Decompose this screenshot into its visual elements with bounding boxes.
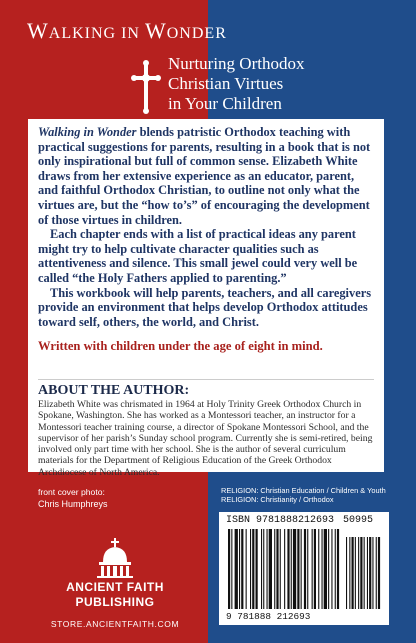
barcode-bar [246, 529, 247, 609]
addon-barcode-bar [355, 537, 356, 609]
addon-barcode-bar [364, 537, 365, 609]
barcode-bar [239, 529, 240, 609]
barcode-bar [304, 529, 306, 609]
book-title: WALKING IN WONDER [27, 18, 227, 43]
publisher-name-line1: ANCIENT FAITH [66, 580, 164, 594]
barcode-bar [328, 529, 329, 609]
barcode-bar [331, 529, 332, 609]
barcode-block [219, 512, 389, 625]
barcode-bar [293, 529, 296, 609]
description-paragraph: Walking in Wonder blends patristic Orthodox teaching with practical suggestions for parents, resulting in a book that is not only inspirational but full of common sense. Elizabeth White draws from her extensive experience as an educator, parent, and faithful Orthodox Christian, to outline not only what the virtues are, but the “how to’s” of encouraging the development of those virtues in children. [38, 125, 371, 227]
publisher-logo [40, 538, 190, 633]
author-heading: ABOUT THE AUTHOR: [38, 383, 190, 398]
barcode-bar [287, 529, 289, 609]
subtitle-line: Christian Virtues [168, 74, 284, 93]
credit-label: front cover photo: [38, 487, 105, 497]
subtitle-line: Nurturing Orthodox [168, 54, 305, 73]
about-author-panel [28, 380, 384, 478]
addon-barcode-bar [367, 537, 368, 609]
category-line: RELIGION: Christianity / Orthodox [221, 495, 334, 504]
publisher-name-line2: PUBLISHING [75, 595, 155, 609]
addon-barcode-bar [376, 537, 377, 609]
addon-barcode-bar [378, 537, 380, 609]
church-dome-icon [96, 538, 134, 578]
addon-barcode-bar [360, 537, 362, 609]
barcode-bar [252, 529, 254, 609]
barcode-bar [324, 529, 327, 609]
publisher-url: STORE.ANCIENTFAITH.COM [50, 619, 180, 629]
cover-photo-credit [38, 487, 108, 509]
credit-name: Chris Humphreys [38, 499, 108, 509]
barcode-bar [276, 529, 278, 609]
barcode-digits: 9 781888 212693 [226, 611, 311, 622]
barcode-bar [256, 529, 258, 609]
barcode-bar [312, 529, 313, 609]
barcode-bar [263, 529, 264, 609]
addon-barcode-bar [349, 537, 350, 609]
barcode-bar [280, 529, 281, 609]
barcode-bar [267, 529, 268, 609]
barcode-bar [261, 529, 262, 609]
description-paragraph: Each chapter ends with a list of practical ideas any parent might try to help cultivate character qualities such as attentiveness and silence. This small jewel could very well be called “the Holy Fathers applied to parenting.” [38, 227, 358, 285]
orthodox-cross-icon [131, 60, 161, 114]
addon-barcode-bar [346, 537, 347, 609]
barcode-bar [250, 529, 251, 609]
age-tagline: Written with children under the age of eight in mind. [38, 339, 323, 354]
barcode-bar [314, 529, 316, 609]
barcode-bar [284, 529, 285, 609]
barcode-bar [322, 529, 323, 609]
category-line: RELIGION: Christian Education / Children & Youth [221, 486, 386, 495]
description-panel [28, 119, 384, 380]
barcode-bar [307, 529, 308, 609]
isbn-text: ISBN 9781888212693 [226, 515, 335, 526]
description-paragraph: This workbook will help parents, teachers, and all caregivers provide an environment that helps develop Orthodox attitudes toward self, others, the world, and Christ. [38, 285, 372, 329]
bisac-categories [221, 486, 386, 504]
author-bio: Elizabeth White was chrismated in 1964 at Holy Trinity Greek Orthodox Church in Spokane, Washington. She has worked as a Montessori teacher, an instructor for a Montessori teacher training course, a director of Spokane Montessori School, and the supervisor of her parish’s Sunday school program. Currently she is semi-retired, being involved only part time with her school. She is the author of several curriculum materials for the Department of Religious Education of the Greek Orthodox Archdiocese of North America. [38, 399, 373, 478]
barcode-bar [231, 529, 232, 609]
barcode-bar [301, 529, 302, 609]
barcode-bar [269, 529, 272, 609]
barcode-bar [235, 529, 238, 609]
barcode-bar [335, 529, 336, 609]
barcode-bars [228, 529, 382, 611]
price-code: 50995 [343, 515, 374, 526]
addon-barcode-bar [369, 537, 371, 609]
addon-barcode-bar [352, 537, 354, 609]
barcode-bar [241, 529, 243, 609]
addon-barcode-bar [358, 537, 359, 609]
book-subtitle [168, 54, 304, 114]
subtitle-line: in Your Children [168, 94, 282, 113]
barcode-bar [337, 529, 339, 609]
barcode-bar [318, 529, 319, 609]
barcode-bar [228, 529, 230, 609]
barcode-bar [297, 529, 299, 609]
addon-barcode-bar [372, 537, 373, 609]
book-title-italic: Walking in Wonder [38, 125, 137, 139]
barcode-bar [291, 529, 292, 609]
barcode-bar [274, 529, 275, 609]
